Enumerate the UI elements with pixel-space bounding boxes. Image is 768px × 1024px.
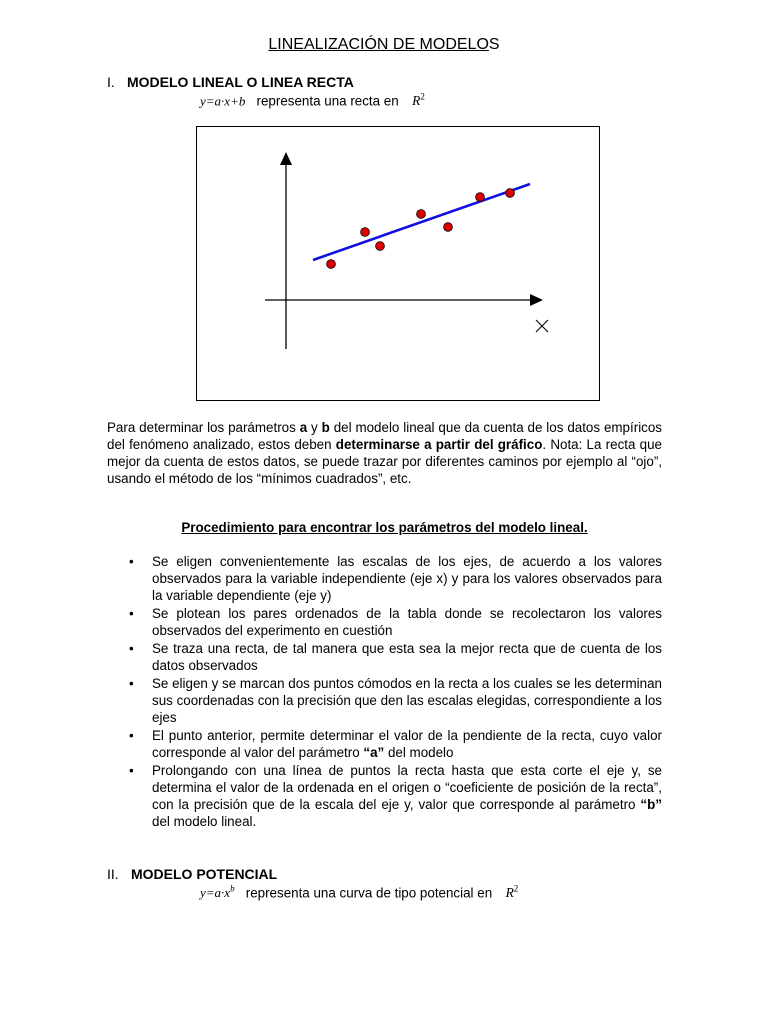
bullet-icon: • bbox=[129, 763, 134, 778]
data-point bbox=[476, 193, 485, 202]
list-item: • Se eligen y se marcan dos puntos cómodos en la recta a los cuales se les determinan sus coordenadas con la precisión que den las escalas elegidas, correspondiente a los ejes bbox=[129, 676, 662, 725]
section-2-number: II. bbox=[107, 866, 119, 882]
document-title bbox=[0, 36, 768, 54]
r2-symbol: $R^2$ bbox=[412, 92, 425, 109]
fitted-line bbox=[313, 184, 530, 260]
bullet-icon: • bbox=[129, 641, 134, 656]
data-point bbox=[444, 223, 453, 232]
param-a: a bbox=[299, 420, 308, 435]
svg-text:X: X bbox=[542, 332, 543, 333]
section-2-title: MODELO POTENCIAL bbox=[131, 866, 278, 882]
emphasis-graph: determinarse a partir del gráfico bbox=[335, 437, 543, 452]
data-point bbox=[417, 210, 426, 219]
y-axis bbox=[280, 152, 292, 349]
title-underlined-part: LINEALIZACIÓN DE MODELO bbox=[268, 36, 489, 53]
list-item: • El punto anterior, permite determinar el valor de la pendiente de la recta, cuyo valor corresponde al valor del parámetro “a” del modelo bbox=[129, 728, 662, 760]
section-1-title: MODELO LINEAL O LINEA RECTA bbox=[127, 74, 354, 90]
explanation-paragraph: Para determinar los parámetros a y b del modelo lineal que da cuenta de los datos empíricos del fenómeno analizado, estos deben determinarse a partir del gráfico. Nota: La recta que mejor da cuenta de estos datos, se puede trazar por diferentes caminos por ejemplo al “ojo”, usando el método de los “mínimos cuadrados”, etc. bbox=[107, 420, 663, 486]
section-2-formula-row bbox=[200, 884, 518, 901]
data-point bbox=[327, 260, 336, 269]
bullet-icon: • bbox=[129, 606, 134, 621]
section-2-heading bbox=[107, 866, 277, 882]
list-item: • Prolongando con una línea de puntos la recta hasta que esta corte el eje y, se determina el valor de la ordenada en el origen o “coeficiente de posición de la recta”, con la precisión que de la escala del eje y, valor que corresponde al parámetro “b” del modelo lineal. bbox=[129, 763, 662, 829]
bullet-icon: • bbox=[129, 728, 134, 743]
list-item: • Se plotean los pares ordenados de la tabla donde se recolectaron los valores observados del experimento en cuestión bbox=[129, 606, 662, 638]
r2-symbol: $R^2$ bbox=[505, 884, 519, 901]
section-1-heading bbox=[107, 74, 354, 90]
power-formula-text: representa una curva de tipo potencial en bbox=[245, 885, 493, 901]
power-formula: $y=a\cdot x^b$ bbox=[200, 884, 235, 901]
data-point bbox=[506, 189, 515, 198]
list-item: • Se traza una recta, de tal manera que esta sea la mejor recta que de cuenta de los datos observados bbox=[129, 641, 662, 673]
list-item: • Se eligen convenientemente las escalas de los ejes, de acuerdo a los valores observados para la variable independiente (eje x) y para los valores observados para la variable dependiente (eje y) bbox=[129, 554, 662, 603]
x-axis bbox=[265, 294, 543, 306]
linear-formula: y=a·x+b bbox=[200, 93, 246, 109]
procedure-list bbox=[107, 553, 662, 831]
linear-model-figure bbox=[196, 126, 600, 401]
title-rest: S bbox=[488, 36, 500, 53]
procedure-title: Procedimiento para encontrar los parámetros del modelo lineal. bbox=[181, 520, 588, 535]
bullet-icon: • bbox=[129, 554, 134, 569]
section-1-number: I. bbox=[107, 74, 115, 90]
linear-formula-text: representa una recta en bbox=[256, 93, 399, 109]
data-point bbox=[376, 242, 385, 251]
x-axis-label bbox=[536, 320, 548, 333]
bullet-icon: • bbox=[129, 676, 134, 691]
data-point bbox=[361, 228, 370, 237]
param-b: b bbox=[321, 420, 330, 435]
section-1-formula-row bbox=[200, 92, 425, 109]
linear-model-graph bbox=[197, 127, 599, 400]
